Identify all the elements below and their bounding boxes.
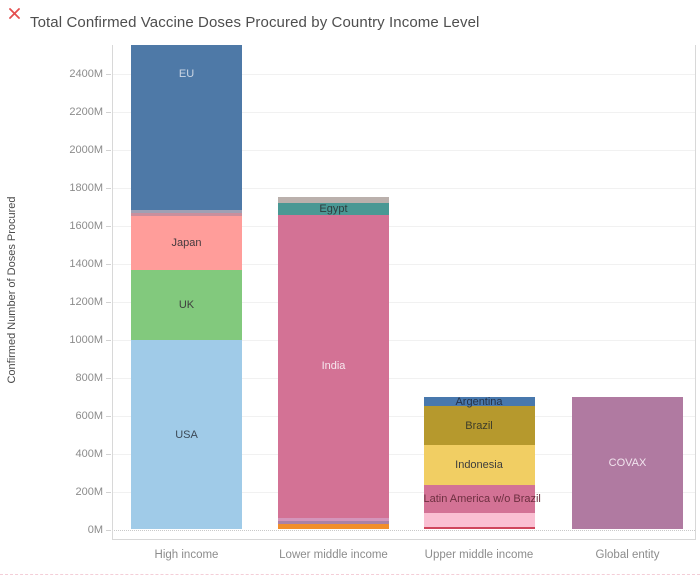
y-tick-label: 1600M [69,219,103,232]
y-tick-label: 1400M [69,257,103,270]
y-tick-mark [106,74,111,75]
bar-segment-label: EU [178,68,195,81]
y-tick-mark [106,492,111,493]
bar-segment-label: COVAX [608,457,647,470]
y-tick-label: 400M [75,447,103,460]
y-tick-label: 0M [87,523,103,536]
page-bottom-edge [0,574,700,575]
bar-segment[interactable] [278,524,389,530]
y-tick-mark [106,530,111,531]
y-tick-label: 1800M [69,181,103,194]
y-axis-line [112,45,113,539]
zero-gridline [112,530,695,531]
bar-segment[interactable] [424,527,535,529]
x-axis-line [112,539,696,540]
y-tick-mark [106,226,111,227]
plot-right-border [695,45,696,539]
x-category-label: Global entity [595,549,660,561]
close-icon[interactable] [8,7,21,20]
y-tick-label: 800M [75,371,103,384]
bar-segment[interactable] [278,521,389,524]
y-tick-label: 2200M [69,105,103,118]
y-tick-label: 2400M [69,67,103,80]
bar-segment-label: Latin America w/o Brazil [423,493,541,506]
bar-segment-label: Brazil [465,419,493,432]
bar-segment[interactable] [424,513,535,527]
bar-segment-label: Indonesia [455,459,503,472]
y-tick-mark [106,264,111,265]
bar-segment-label: India [321,360,346,373]
y-tick-mark [106,188,111,189]
y-tick-mark [106,302,111,303]
y-tick-label: 1200M [69,295,103,308]
x-category-label: High income [154,549,219,561]
bar-segment[interactable] [131,210,242,213]
bar-segment-label: Egypt [319,203,348,216]
bar-segment-label: Japan [171,237,202,250]
bar-segment-label: Argentina [455,395,503,408]
bar-segment[interactable] [278,518,389,521]
bar-segment[interactable] [278,197,389,204]
bar-segment[interactable] [131,213,242,216]
y-tick-label: 200M [75,485,103,498]
x-category-label: Lower middle income [279,549,388,561]
chart-title: Total Confirmed Vaccine Doses Procured by Country Income Level [30,14,480,31]
y-tick-mark [106,112,111,113]
y-tick-label: 1000M [69,333,103,346]
y-tick-mark [106,150,111,151]
bar-segment-label: UK [178,298,195,311]
y-tick-mark [106,416,111,417]
x-category-label: Upper middle income [424,549,534,561]
y-tick-mark [106,340,111,341]
y-axis-title: Confirmed Number of Doses Procured [6,196,18,384]
y-tick-mark [106,378,111,379]
y-tick-mark [106,454,111,455]
y-tick-label: 2000M [69,143,103,156]
y-tick-label: 600M [75,409,103,422]
bar-segment-label: USA [175,428,198,441]
